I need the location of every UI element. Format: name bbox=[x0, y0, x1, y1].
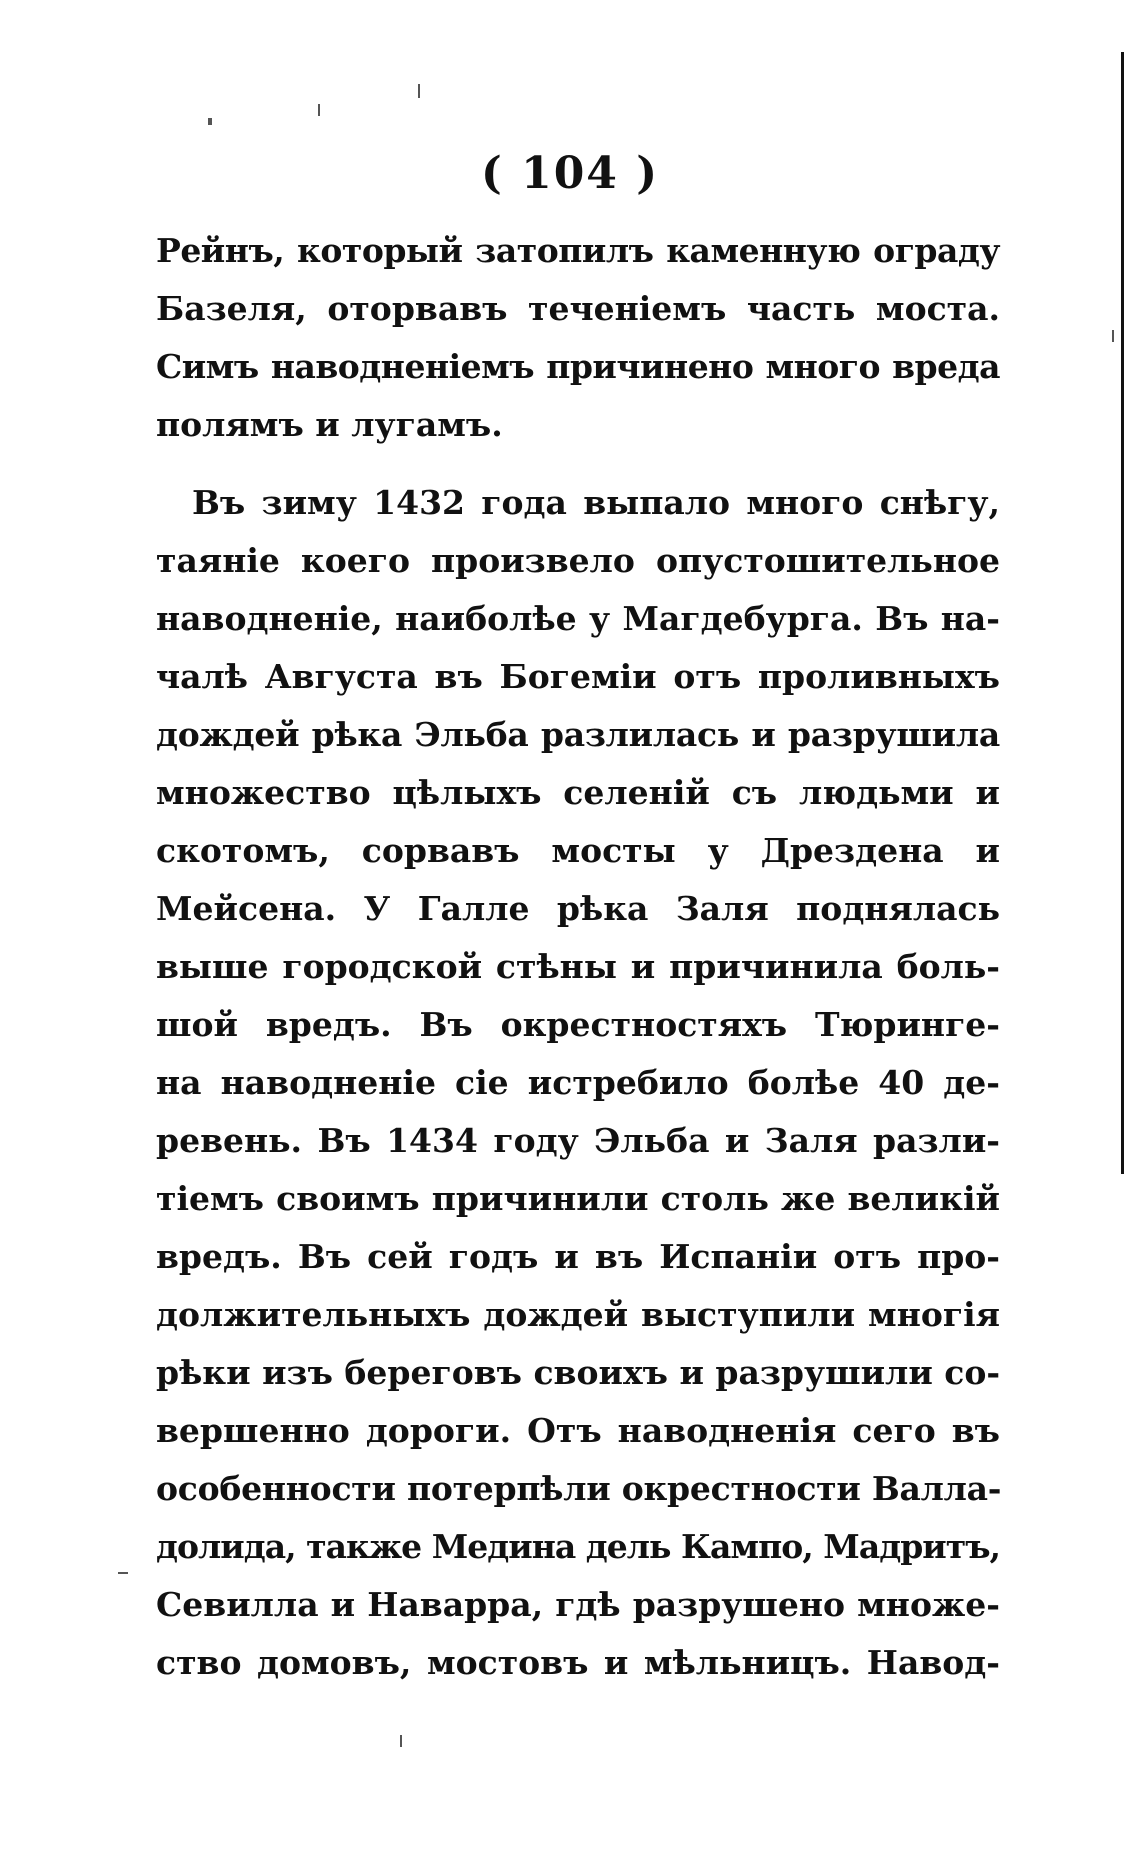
text-line: Рейнъ, который затопилъ каменную ограду bbox=[156, 231, 1000, 270]
text-line: рѣки изъ береговъ своихъ и разрушили со- bbox=[156, 1353, 1001, 1392]
text-line: Мейсена. У Галле рѣка Заля поднялась bbox=[156, 889, 1000, 928]
speck bbox=[418, 84, 420, 98]
text-line: должительныхъ дождей выступили многія bbox=[156, 1295, 1000, 1334]
text-line: скотомъ, сорвавъ мосты у Дрездена и bbox=[156, 831, 1000, 870]
text-line: на наводненіе сіе истребило болѣе 40 де- bbox=[156, 1063, 1000, 1102]
text-line: долида, также Медина дель Кампо, Мадритъ, bbox=[156, 1527, 1000, 1566]
text-line: ство домовъ, мостовъ и мѣльницъ. Навод- bbox=[156, 1643, 1000, 1682]
text-line: Въ зиму 1432 года выпало много снѣгу, bbox=[192, 483, 1000, 522]
text-line: чалѣ Августа въ Богеміи отъ проливныхъ bbox=[156, 657, 1000, 696]
page-number: ( 104 ) bbox=[480, 148, 660, 199]
body-text bbox=[156, 222, 1000, 1692]
text-line: особенности потерпѣли окрестности Валла- bbox=[156, 1469, 1002, 1508]
speck bbox=[208, 118, 212, 125]
speck bbox=[318, 104, 320, 116]
paragraph bbox=[156, 222, 1000, 454]
speck bbox=[400, 1735, 402, 1747]
paragraph-gap bbox=[156, 454, 1000, 474]
speck bbox=[1112, 330, 1114, 342]
text-line: полямъ и лугамъ. bbox=[156, 405, 503, 444]
speck bbox=[118, 1572, 128, 1574]
text-line: множество цѣлыхъ селеній съ людьми и bbox=[156, 773, 1000, 812]
text-line: выше городской стѣны и причинила боль- bbox=[156, 947, 1000, 986]
text-line: тіемъ своимъ причинили столь же великій bbox=[156, 1179, 1000, 1218]
text-line: вредъ. Въ сей годъ и въ Испаніи отъ про- bbox=[156, 1237, 1000, 1276]
text-line: ревень. Въ 1434 году Эльба и Заля разли- bbox=[156, 1121, 1000, 1160]
text-line: таяніе коего произвело опустошительное bbox=[156, 541, 1000, 580]
text-line: вершенно дороги. Отъ наводненія сего въ bbox=[156, 1411, 1000, 1450]
text-line: дождей рѣка Эльба разлилась и разрушила bbox=[156, 715, 1000, 754]
page-edge-line bbox=[1121, 52, 1124, 1174]
text-line: Симъ наводненіемъ причинено много вреда bbox=[156, 347, 1000, 386]
text-line: наводненіе, наиболѣе у Магдебурга. Въ на- bbox=[156, 599, 1000, 638]
paragraph bbox=[156, 474, 1000, 1692]
text-line: Базеля, оторвавъ теченіемъ часть моста. bbox=[156, 289, 1000, 328]
text-line: шой вредъ. Въ окрестностяхъ Тюринге- bbox=[156, 1005, 1000, 1044]
text-line: Севилла и Наварра, гдѣ разрушено множе- bbox=[156, 1585, 1000, 1624]
